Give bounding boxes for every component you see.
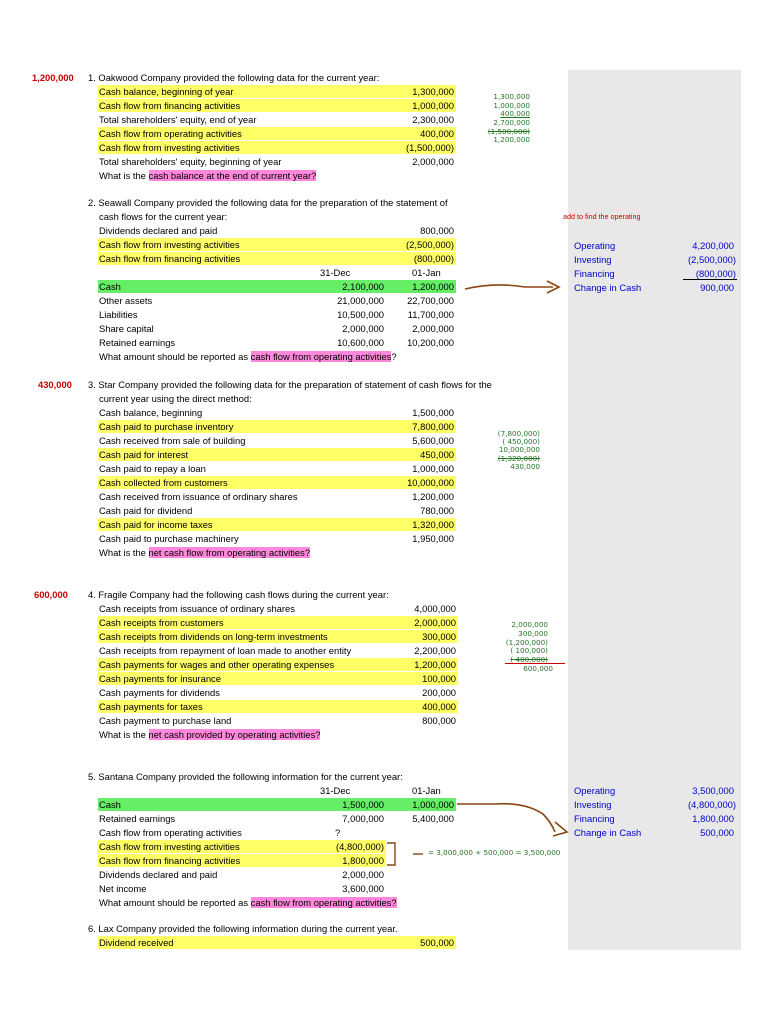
q5-title: 5. Santana Company provided the following information for the current year: bbox=[88, 771, 403, 782]
q2-col2-header: 01-Jan bbox=[412, 267, 441, 278]
row-label: Total shareholders' equity, beginning of year bbox=[99, 156, 282, 167]
row-value: 200,000 bbox=[422, 687, 456, 698]
summary-value: 1,800,000 bbox=[692, 813, 734, 824]
row-value: 4,000,000 bbox=[414, 603, 456, 614]
answer-q4: 600,000 bbox=[34, 589, 68, 600]
row-label: Cash payments for insurance bbox=[99, 673, 221, 684]
summary-label: Financing bbox=[574, 813, 615, 824]
row-value: 780,000 bbox=[420, 505, 454, 516]
row-value: 2,000,000 bbox=[414, 617, 456, 628]
row-value: 450,000 bbox=[420, 449, 454, 460]
row-label: Cash paid to purchase inventory bbox=[99, 421, 234, 432]
row-label: Cash payments for taxes bbox=[99, 701, 203, 712]
row-value: 1,200,000 bbox=[414, 659, 456, 670]
q4-question: What is the net cash provided by operating activities? bbox=[99, 729, 321, 740]
row-value: (2,500,000) bbox=[406, 239, 454, 250]
summary-value: (800,000) bbox=[695, 268, 736, 279]
row-value: 400,000 bbox=[422, 701, 456, 712]
row-value: (800,000) bbox=[413, 253, 454, 264]
summary-value: 500,000 bbox=[700, 827, 734, 838]
row-value: 400,000 bbox=[420, 128, 454, 139]
row-label: Cash payments for dividends bbox=[99, 687, 220, 698]
row-label: Cash flow from financing activities bbox=[99, 100, 241, 111]
summary-label: Operating bbox=[574, 240, 616, 251]
row-value: 11,700,000 bbox=[407, 309, 454, 320]
q1-question: What is the cash balance at the end of current year? bbox=[99, 170, 317, 181]
q2-question: What amount should be reported as cash flow from operating activities? bbox=[99, 351, 397, 362]
q2-arrow bbox=[455, 276, 575, 298]
row-value: 2,000,000 bbox=[412, 156, 454, 167]
row-value: 500,000 bbox=[420, 937, 454, 948]
q6-title: 6. Lax Company provided the following information during the current year. bbox=[88, 923, 398, 934]
row-label: Cash collected from customers bbox=[99, 477, 228, 488]
row-value: 7,000,000 bbox=[342, 813, 384, 824]
row-value: 3,600,000 bbox=[342, 883, 384, 894]
row-value: (4,800,000) bbox=[336, 841, 384, 852]
row-value: 21,000,000 bbox=[337, 295, 384, 306]
summary-value: (2,500,000) bbox=[688, 254, 736, 265]
row-label: Cash balance, beginning bbox=[99, 407, 203, 418]
row-label: Dividends declared and paid bbox=[99, 225, 218, 236]
question-highlight: net cash flow from operating activities? bbox=[148, 547, 311, 558]
summary-rule bbox=[683, 279, 737, 280]
question-highlight: cash flow from operating activities bbox=[250, 351, 392, 362]
summary-label: Investing bbox=[574, 254, 612, 265]
row-label: Retained earnings bbox=[99, 813, 176, 824]
row-value: 5,400,000 bbox=[412, 813, 454, 824]
row-value: 2,300,000 bbox=[412, 114, 454, 125]
question-highlight: net cash provided by operating activities? bbox=[148, 729, 321, 740]
row-label: Cash flow from operating activities bbox=[99, 827, 242, 838]
row-value: 1,200,000 bbox=[412, 491, 454, 502]
row-value: 100,000 bbox=[422, 673, 456, 684]
row-label: Cash received from issuance of ordinary shares bbox=[99, 491, 298, 502]
row-value: 10,600,000 bbox=[337, 337, 384, 348]
summary-value: 3,500,000 bbox=[692, 785, 734, 796]
row-label: Share capital bbox=[99, 323, 154, 334]
q5-col1-header: 31-Dec bbox=[320, 785, 351, 796]
row-value: 1,000,000 bbox=[412, 100, 454, 111]
summary-value: 4,200,000 bbox=[692, 240, 734, 251]
row-value: 2,100,000 bbox=[342, 281, 384, 292]
row-label: Cash flow from investing activities bbox=[99, 239, 240, 250]
row-label: Liabilities bbox=[99, 309, 138, 320]
row-label: Cash flow from investing activities bbox=[99, 841, 240, 852]
row-value: 1,800,000 bbox=[342, 855, 384, 866]
row-label: Other assets bbox=[99, 295, 153, 306]
row-value: 2,200,000 bbox=[414, 645, 456, 656]
row-value: 1,300,000 bbox=[412, 86, 454, 97]
q5-question: What amount should be reported as cash flow from operating activities? bbox=[99, 897, 397, 908]
q4-work-rule bbox=[505, 663, 565, 664]
row-label: Net income bbox=[99, 883, 147, 894]
row-label: Cash paid to purchase machinery bbox=[99, 533, 239, 544]
summary-label: Operating bbox=[574, 785, 616, 796]
row-value: 1,000,000 bbox=[412, 463, 454, 474]
row-label: Total shareholders' equity, end of year bbox=[99, 114, 257, 125]
row-value: 2,000,000 bbox=[412, 323, 454, 334]
q2-note: add to find the operating bbox=[563, 212, 641, 221]
row-value: 1,500,000 bbox=[342, 799, 384, 810]
summary-label: Change in Cash bbox=[574, 282, 642, 293]
q5-note: = 3,000,000 + 500,000 = 3,500,000 bbox=[428, 848, 561, 857]
q3-title-1: 3. Star Company provided the following data for the preparation of statement of cash flows for the bbox=[88, 379, 492, 390]
row-value: 7,800,000 bbox=[412, 421, 454, 432]
summary-label: Investing bbox=[574, 799, 612, 810]
question-highlight: cash balance at the end of current year? bbox=[148, 170, 317, 181]
row-label: Cash paid for dividend bbox=[99, 505, 193, 516]
row-value: 1,000,000 bbox=[412, 799, 454, 810]
row-value: ? bbox=[335, 827, 341, 838]
q3-question: What is the net cash flow from operating activities? bbox=[99, 547, 311, 558]
row-label: Cash balance, beginning of year bbox=[99, 86, 234, 97]
row-value: 1,200,000 bbox=[412, 281, 454, 292]
row-value: 2,000,000 bbox=[342, 869, 384, 880]
row-label: Cash flow from financing activities bbox=[99, 855, 241, 866]
q2-title-1: 2. Seawall Company provided the following data for the preparation of the statement of bbox=[88, 197, 448, 208]
row-value: 2,000,000 bbox=[342, 323, 384, 334]
row-value: 5,600,000 bbox=[412, 435, 454, 446]
row-label: Cash paid for income taxes bbox=[99, 519, 213, 530]
q4-title: 4. Fragile Company had the following cash flows during the current year: bbox=[88, 589, 389, 600]
row-label: Dividends declared and paid bbox=[99, 869, 218, 880]
row-value: 10,000,000 bbox=[407, 477, 454, 488]
row-label: Cash payment to purchase land bbox=[99, 715, 232, 726]
answer-q1: 1,200,000 bbox=[32, 72, 74, 83]
row-label: Cash flow from financing activities bbox=[99, 253, 241, 264]
row-value: 800,000 bbox=[422, 715, 456, 726]
row-value: 1,950,000 bbox=[412, 533, 454, 544]
summary-value: 900,000 bbox=[700, 282, 734, 293]
row-value: 300,000 bbox=[422, 631, 456, 642]
row-label: Dividend received bbox=[99, 937, 174, 948]
answer-q3: 430,000 bbox=[38, 379, 72, 390]
row-label: Cash receipts from repayment of loan made to another entity bbox=[99, 645, 352, 656]
summary-value: (4,800,000) bbox=[688, 799, 736, 810]
q5-arrow bbox=[455, 796, 575, 840]
row-value: (1,500,000) bbox=[406, 142, 454, 153]
row-label: Cash bbox=[99, 281, 121, 292]
q1-title: 1. Oakwood Company provided the following data for the current year: bbox=[88, 72, 380, 83]
q5-col2-header: 01-Jan bbox=[412, 785, 441, 796]
row-label: Cash paid for interest bbox=[99, 449, 189, 460]
summary-label: Change in Cash bbox=[574, 827, 642, 838]
row-value: 22,700,000 bbox=[407, 295, 454, 306]
row-label: Cash received from sale of building bbox=[99, 435, 246, 446]
row-label: Cash paid to repay a loan bbox=[99, 463, 206, 474]
row-value: 10,500,000 bbox=[337, 309, 384, 320]
row-value: 1,500,000 bbox=[412, 407, 454, 418]
q2-col1-header: 31-Dec bbox=[320, 267, 351, 278]
row-value: 10,200,000 bbox=[407, 337, 454, 348]
row-value: 1,320,000 bbox=[412, 519, 454, 530]
row-value: 800,000 bbox=[420, 225, 454, 236]
row-label: Cash receipts from customers bbox=[99, 617, 224, 628]
row-label: Cash flow from operating activities bbox=[99, 128, 242, 139]
row-label: Retained earnings bbox=[99, 337, 176, 348]
question-highlight: cash flow from operating activities? bbox=[250, 897, 397, 908]
q2-title-2: cash flows for the current year: bbox=[99, 211, 228, 222]
row-label: Cash flow from investing activities bbox=[99, 142, 240, 153]
row-label: Cash receipts from issuance of ordinary shares bbox=[99, 603, 295, 614]
row-label: Cash payments for wages and other operating expenses bbox=[99, 659, 335, 670]
row-label: Cash bbox=[99, 799, 121, 810]
summary-label: Financing bbox=[574, 268, 615, 279]
q3-title-2: current year using the direct method: bbox=[99, 393, 252, 404]
row-label: Cash receipts from dividends on long-term investments bbox=[99, 631, 328, 642]
